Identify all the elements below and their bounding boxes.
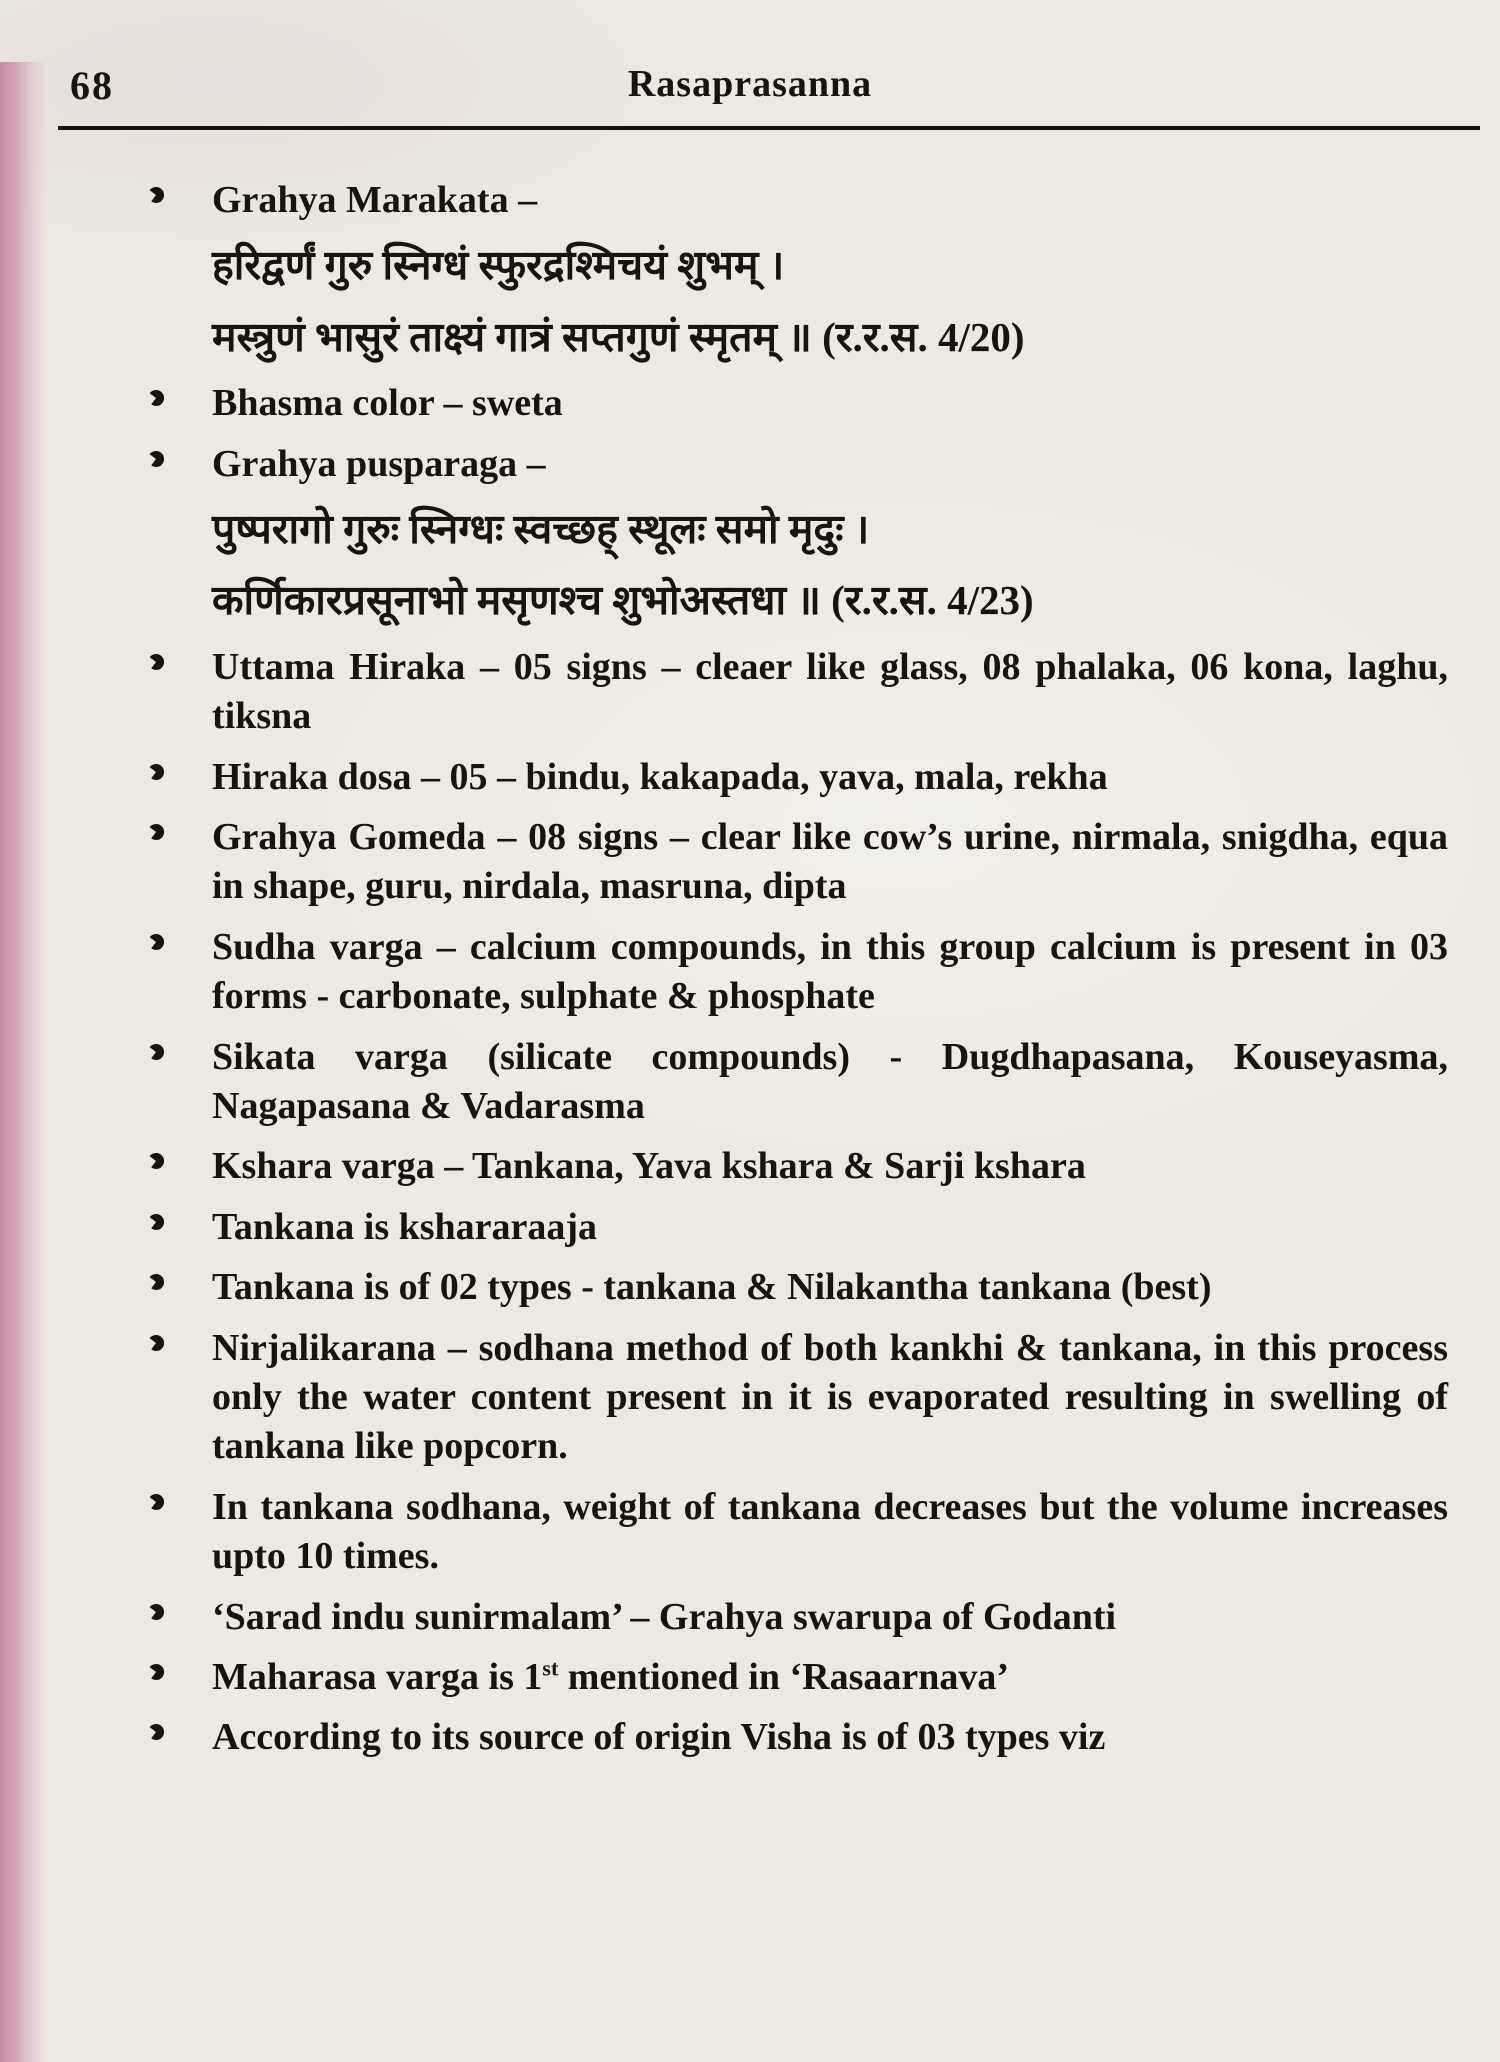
bullet-icon: [147, 763, 165, 781]
list-item: [148, 1203, 1448, 1252]
item-text: Tankana is of 02 types - tankana & Nilakantha tankana (best): [212, 1266, 1212, 1309]
content-list: [148, 176, 1448, 1763]
list-item: [148, 1033, 1448, 1132]
bullet-icon: [147, 1334, 165, 1352]
page-number: 68: [70, 63, 114, 108]
item-text: Kshara varga – Tankana, Yava kshara & Sarji kshara: [212, 1145, 1086, 1188]
list-item: [148, 643, 1448, 742]
item-text: Grahya Gomeda – 08 signs – clear like cow’s urine, nirmala, snigdha, equa in shape, guru, nirdala, masruna, dipta: [212, 816, 1448, 908]
ordinal-superscript: st: [542, 1655, 559, 1681]
bullet-icon: [147, 1723, 165, 1741]
page-header: [0, 62, 1500, 120]
sanskrit-verse-line: हरिद्वर्णं गुरु स्निग्धं स्फुरद्रश्मिचयं शुभम् ।: [212, 242, 785, 289]
list-item: [148, 753, 1448, 802]
sanskrit-verse-line: कर्णिकारप्रसूनाभो मसृणश्च शुभोअस्तधा ॥ (र.र.स. 4/23): [212, 577, 1034, 624]
bullet-icon: [147, 1213, 165, 1231]
bullet-icon: [147, 933, 165, 951]
item-text: Sikata varga (silicate compounds) - Dugdhapasana, Kouseyasma, Nagapasana & Vadarasma: [212, 1035, 1448, 1128]
item-text: In tankana sodhana, weight of tankana decreases but the volume increases upto 10 times.: [212, 1485, 1448, 1578]
list-item: [148, 813, 1448, 912]
list-item: [148, 379, 1448, 428]
bullet-icon: [147, 450, 165, 468]
list-item: [148, 440, 1448, 489]
item-text: Hiraka dosa – 05 – bindu, kakapada, yava, mala, rekha: [212, 755, 1108, 798]
list-item: [148, 923, 1448, 1022]
page-title: Rasaprasanna: [627, 63, 873, 105]
sanskrit-verse-line: मस्त्रुणं भासुरं ताक्ष्यं गात्रं सप्तगुणं स्मृतम् ॥ (र.र.स. 4/20): [212, 313, 1025, 360]
bullet-icon: [147, 653, 165, 671]
item-text: Grahya pusparaga –: [212, 442, 546, 485]
item-text: Sudha varga – calcium compounds, in this group calcium is present in 03 forms - carbonate, sulphate & phosphate: [212, 925, 1448, 1018]
bullet-icon: [147, 389, 165, 407]
bullet-icon: [147, 1273, 165, 1291]
bullet-icon: [147, 1663, 165, 1681]
item-text: Tankana is kshararaaja: [212, 1205, 598, 1248]
item-text: ‘Sarad indu sunirmalam’ – Grahya swarupa of Godanti: [212, 1595, 1117, 1638]
header-rule: [58, 126, 1480, 130]
list-item: [148, 176, 1448, 225]
item-text: Uttama Hiraka – 05 signs – cleaer like glass, 08 phalaka, 06 kona, laghu, tiksna: [212, 645, 1448, 738]
item-text-suffix: mentioned in ‘Rasaarnava’: [558, 1655, 1010, 1698]
item-text-prefix: Maharasa varga is 1: [212, 1655, 543, 1698]
list-item: [148, 1142, 1448, 1191]
list-item: [148, 1713, 1448, 1762]
list-item: [148, 1593, 1448, 1642]
list-item: [148, 1653, 1448, 1702]
item-text: According to its source of origin Visha is of 03 types viz: [212, 1716, 1106, 1759]
book-page: [0, 62, 1500, 1763]
sanskrit-verse-line: पुष्परागो गुरुः स्निग्धः स्वच्छह् स्थूलः समो मृदुः ।: [212, 506, 870, 553]
list-item: [148, 1324, 1448, 1472]
list-item: [148, 1483, 1448, 1582]
item-text: Nirjalikarana – sodhana method of both kankhi & tankana, in this process only the water content present in it is evaporated resulting in swelling of tankana like popcorn.: [212, 1326, 1448, 1468]
list-item: [148, 1263, 1448, 1312]
bullet-icon: [147, 1043, 165, 1061]
item-text: Grahya Marakata –: [212, 179, 538, 221]
bullet-icon: [147, 1603, 165, 1621]
bullet-icon: [147, 1152, 165, 1170]
bullet-icon: [147, 186, 165, 204]
item-text: Bhasma color – sweta: [212, 382, 563, 425]
bullet-icon: [147, 823, 165, 841]
item-text: [212, 1656, 1009, 1698]
bullet-icon: [147, 1493, 165, 1511]
